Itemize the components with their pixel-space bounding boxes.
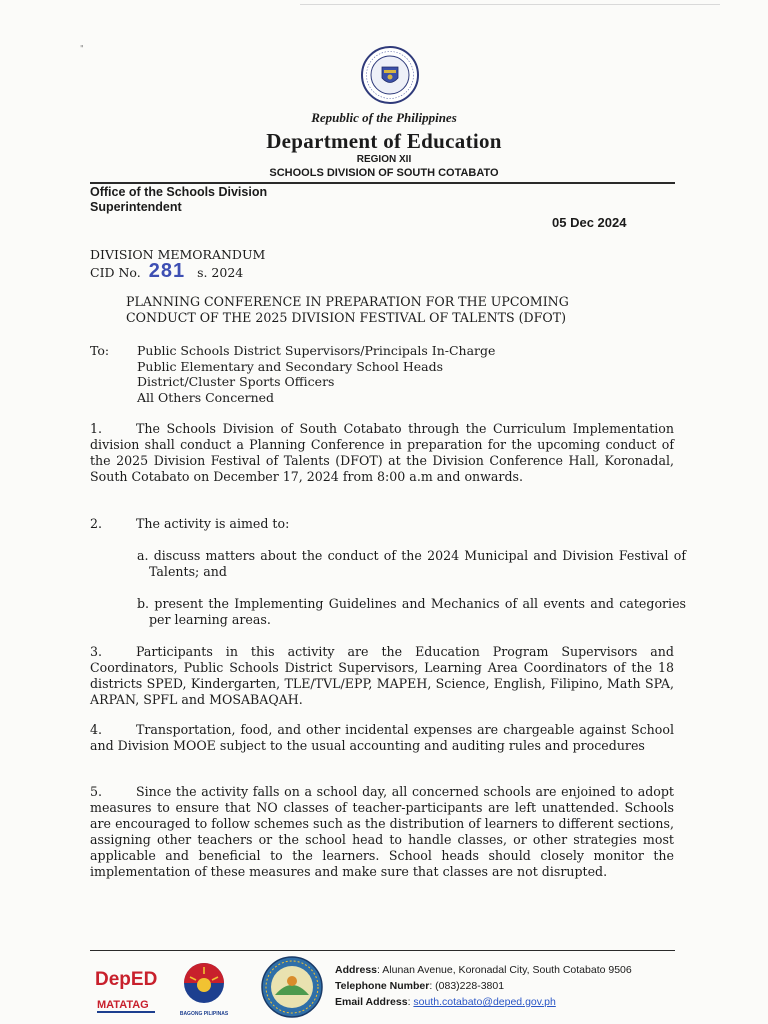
footer-divider bbox=[90, 950, 675, 951]
header-divider bbox=[90, 182, 675, 184]
paragraph-text: The Schools Division of South Cotabato through the Curriculum Implementation division shall conduct a Planning Conference in preparation for the upcoming conduct of the 2025 Division Festival of Talents (DFOT) at the Division Conference Hall, Koronadal, South Cotabato on December 17, 2024 from 8:00 a.m and onwards. bbox=[90, 421, 674, 484]
paragraph-number: 5. bbox=[90, 784, 103, 799]
paragraph-3 bbox=[90, 644, 674, 708]
cid-number: 281 bbox=[148, 260, 186, 282]
deped-matatag-logo bbox=[95, 969, 157, 1013]
address-line bbox=[335, 962, 632, 978]
paragraph-1 bbox=[90, 421, 674, 485]
bagong-pilipinas-text: BAGONG PILIPINAS bbox=[179, 1011, 229, 1017]
memo-series: s. 2024 bbox=[197, 265, 244, 280]
paragraph-number: 1. bbox=[90, 421, 103, 436]
division-seal-icon bbox=[262, 957, 322, 1017]
footer-logos bbox=[92, 955, 332, 1020]
address-label: Address bbox=[335, 964, 378, 976]
paragraph-5 bbox=[90, 784, 674, 880]
scan-mark: " bbox=[80, 44, 84, 53]
email-link[interactable]: south.cotabato@deped.gov.ph bbox=[413, 996, 556, 1008]
paragraph-number: 3. bbox=[90, 644, 103, 659]
aim-item-b: b. present the Implementing Guidelines and Mechanics of all events and categories per learning areas. bbox=[137, 596, 686, 627]
paragraph-number: 4. bbox=[90, 722, 103, 737]
paragraph-2 bbox=[90, 516, 674, 532]
deped-seal-icon bbox=[360, 45, 420, 105]
bagong-pilipinas-logo bbox=[180, 963, 229, 1017]
memo-date: 05 Dec 2024 bbox=[552, 215, 627, 230]
memo-subject bbox=[126, 294, 666, 326]
paragraph-text: Since the activity falls on a school day, all concerned schools are enjoined to adopt measures to ensure that NO classes of teacher-participants are left unattended. Schools are encouraged to follow schemes such as the distribution of learners to different sections, assigning other teachers or the school head to handle classes, or other strategies most applicable and beneficial to the learners. School heads should closely monitor the implementation of these measures and make sure that classes are not disrupted. bbox=[90, 784, 674, 879]
phone-value: : (083)228-3801 bbox=[429, 980, 505, 992]
paragraph-text: Participants in this activity are the Education Program Supervisors and Coordinators, Public Schools District Supervisors, Learning Area Coordinators of the 18 districts SPED, Kindergarten, TLE/TVL/EPP, MAPEH, Science, English, Filipino, Math SPA, ARPAN, SPFL and MOSABAQAH. bbox=[90, 644, 674, 707]
phone-line bbox=[335, 978, 632, 994]
aim-item-a: a. discuss matters about the conduct of the 2024 Municipal and Division Festival of Talents; and bbox=[137, 548, 686, 579]
memo-type: DIVISION MEMORANDUM bbox=[90, 247, 266, 262]
paragraph-text: The activity is aimed to: bbox=[136, 516, 290, 531]
cid-label: CID No. bbox=[90, 265, 141, 280]
scan-top-edge bbox=[300, 4, 720, 5]
paragraph-number: 2. bbox=[90, 516, 103, 531]
office-line-2: Superintendent bbox=[90, 200, 182, 214]
paragraph-4 bbox=[90, 722, 674, 754]
email-separator: : bbox=[407, 996, 414, 1008]
paragraph-text: Transportation, food, and other incidental expenses are chargeable against School and Division MOOE subject to the usual accounting and auditing rules and procedures bbox=[90, 722, 674, 753]
cid-line bbox=[90, 260, 265, 282]
region-label: REGION XII bbox=[356, 154, 412, 165]
deped-logo-text: DepED bbox=[95, 969, 158, 990]
email-label: Email Address bbox=[335, 996, 408, 1008]
department-heading: Department of Education bbox=[266, 129, 502, 153]
recipient-item: Public Elementary and Secondary School Heads bbox=[137, 358, 444, 374]
republic-heading: Republic of the Philippines bbox=[311, 110, 457, 125]
memo-id-block bbox=[90, 247, 265, 281]
division-label: SCHOOLS DIVISION OF SOUTH COTABATO bbox=[269, 167, 499, 179]
phone-label: Telephone Number bbox=[335, 980, 430, 992]
office-label bbox=[90, 185, 267, 215]
address-value: : Alunan Avenue, Koronadal City, South Cotabato 9506 bbox=[377, 964, 632, 976]
email-line bbox=[335, 994, 632, 1010]
subject-line-2: CONDUCT OF THE 2025 DIVISION FESTIVAL OF TALENTS (DFOT) bbox=[126, 310, 567, 325]
matatag-logo-text: MATATAG bbox=[97, 999, 149, 1011]
recipient-item: Public Schools District Supervisors/Principals In-Charge bbox=[137, 343, 496, 358]
recipient-item: District/Cluster Sports Officers bbox=[137, 374, 335, 389]
footer-contact bbox=[335, 962, 632, 1010]
subject-line-1: PLANNING CONFERENCE IN PREPARATION FOR THE UPCOMING bbox=[126, 294, 569, 309]
to-label: To: bbox=[90, 343, 110, 358]
recipient-list bbox=[137, 343, 495, 405]
recipient-item: All Others Concerned bbox=[137, 389, 275, 405]
office-line-1: Office of the Schools Division bbox=[90, 185, 268, 199]
